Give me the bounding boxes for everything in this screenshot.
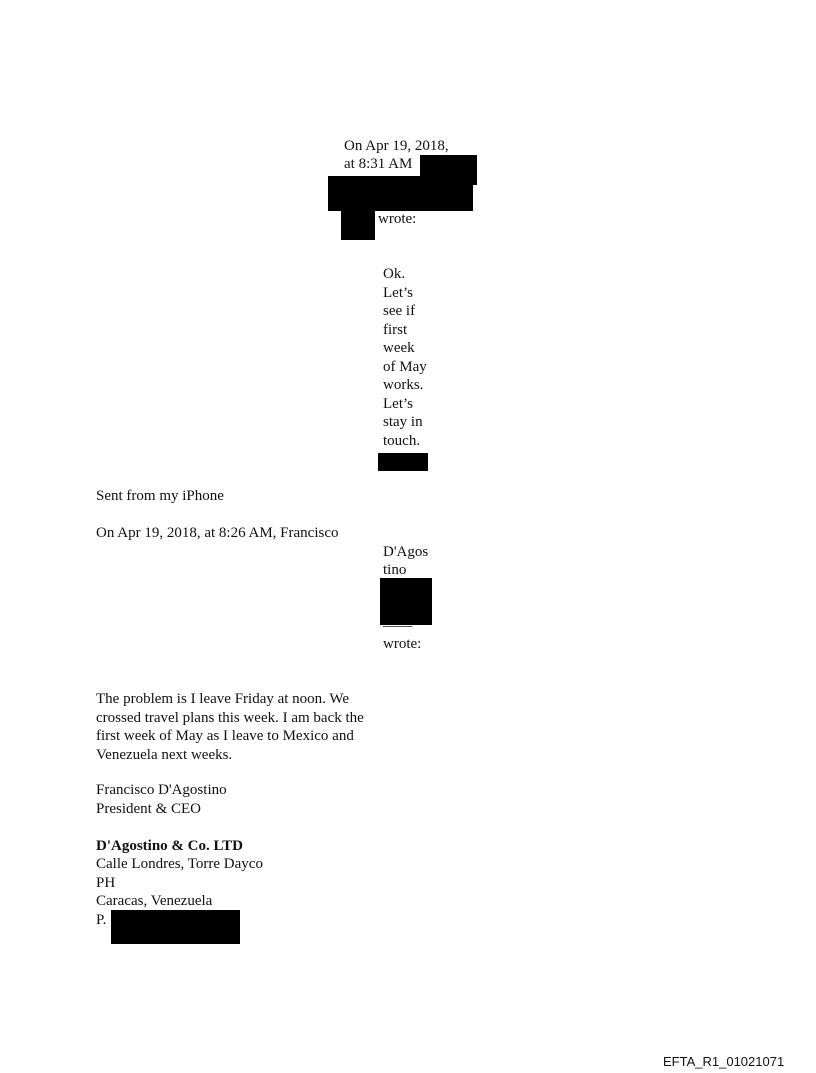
signature-company: D'Agostino & Co. LTD: [96, 837, 243, 854]
reply-line: stay in: [383, 414, 423, 430]
message-body: [96, 690, 364, 764]
reply-line: Ok.: [383, 266, 406, 282]
signature-title: President & CEO: [96, 800, 201, 817]
reply-line: Let’s: [383, 284, 413, 301]
message-line: crossed travel plans this week. I am back the: [96, 709, 364, 726]
reply-line: week: [383, 340, 415, 356]
quoted-name-part1: D'Agos: [383, 544, 429, 560]
signature-phone-prefix: P.: [96, 911, 107, 928]
reply-body: [383, 265, 443, 450]
redaction-block: [341, 208, 375, 240]
message-line: The problem is I leave Friday at noon. We: [96, 691, 350, 707]
reply-line: works.: [383, 377, 424, 393]
message-line: Venezuela next weeks.: [96, 746, 233, 763]
redaction-block: [378, 453, 428, 471]
signature-address-line: PH: [96, 874, 116, 891]
reply-line: of May: [383, 358, 427, 375]
redaction-block: [328, 176, 473, 211]
signature-address-line: Calle Londres, Torre Dayco: [96, 856, 263, 872]
message-line: first week of May as I leave to Mexico and: [96, 728, 354, 744]
reply-wrote-label: wrote:: [378, 211, 417, 227]
signature-block: [96, 781, 263, 929]
reply-line: see if: [383, 303, 416, 319]
signature-address-line: Caracas, Venezuela: [96, 893, 213, 909]
reply-time-line: at 8:31 AM: [344, 156, 413, 172]
signature-name: Francisco D'Agostino: [96, 782, 227, 798]
document-id-footer: EFTA_R1_01021071: [663, 1054, 785, 1069]
redaction-block: [380, 578, 432, 625]
quoted-wrote-label: wrote:: [383, 636, 422, 652]
reply-line: Let’s: [383, 395, 413, 412]
quoted-header-line: On Apr 19, 2018, at 8:26 AM, Francisco: [96, 525, 339, 541]
reply-line: first: [383, 321, 408, 338]
sent-from-line: Sent from my iPhone: [96, 488, 224, 504]
quoted-name-part2: tino: [383, 562, 407, 578]
redaction-block: [111, 910, 240, 944]
reply-line: touch.: [383, 432, 421, 449]
reply-date-line: On Apr 19, 2018,: [344, 138, 449, 154]
